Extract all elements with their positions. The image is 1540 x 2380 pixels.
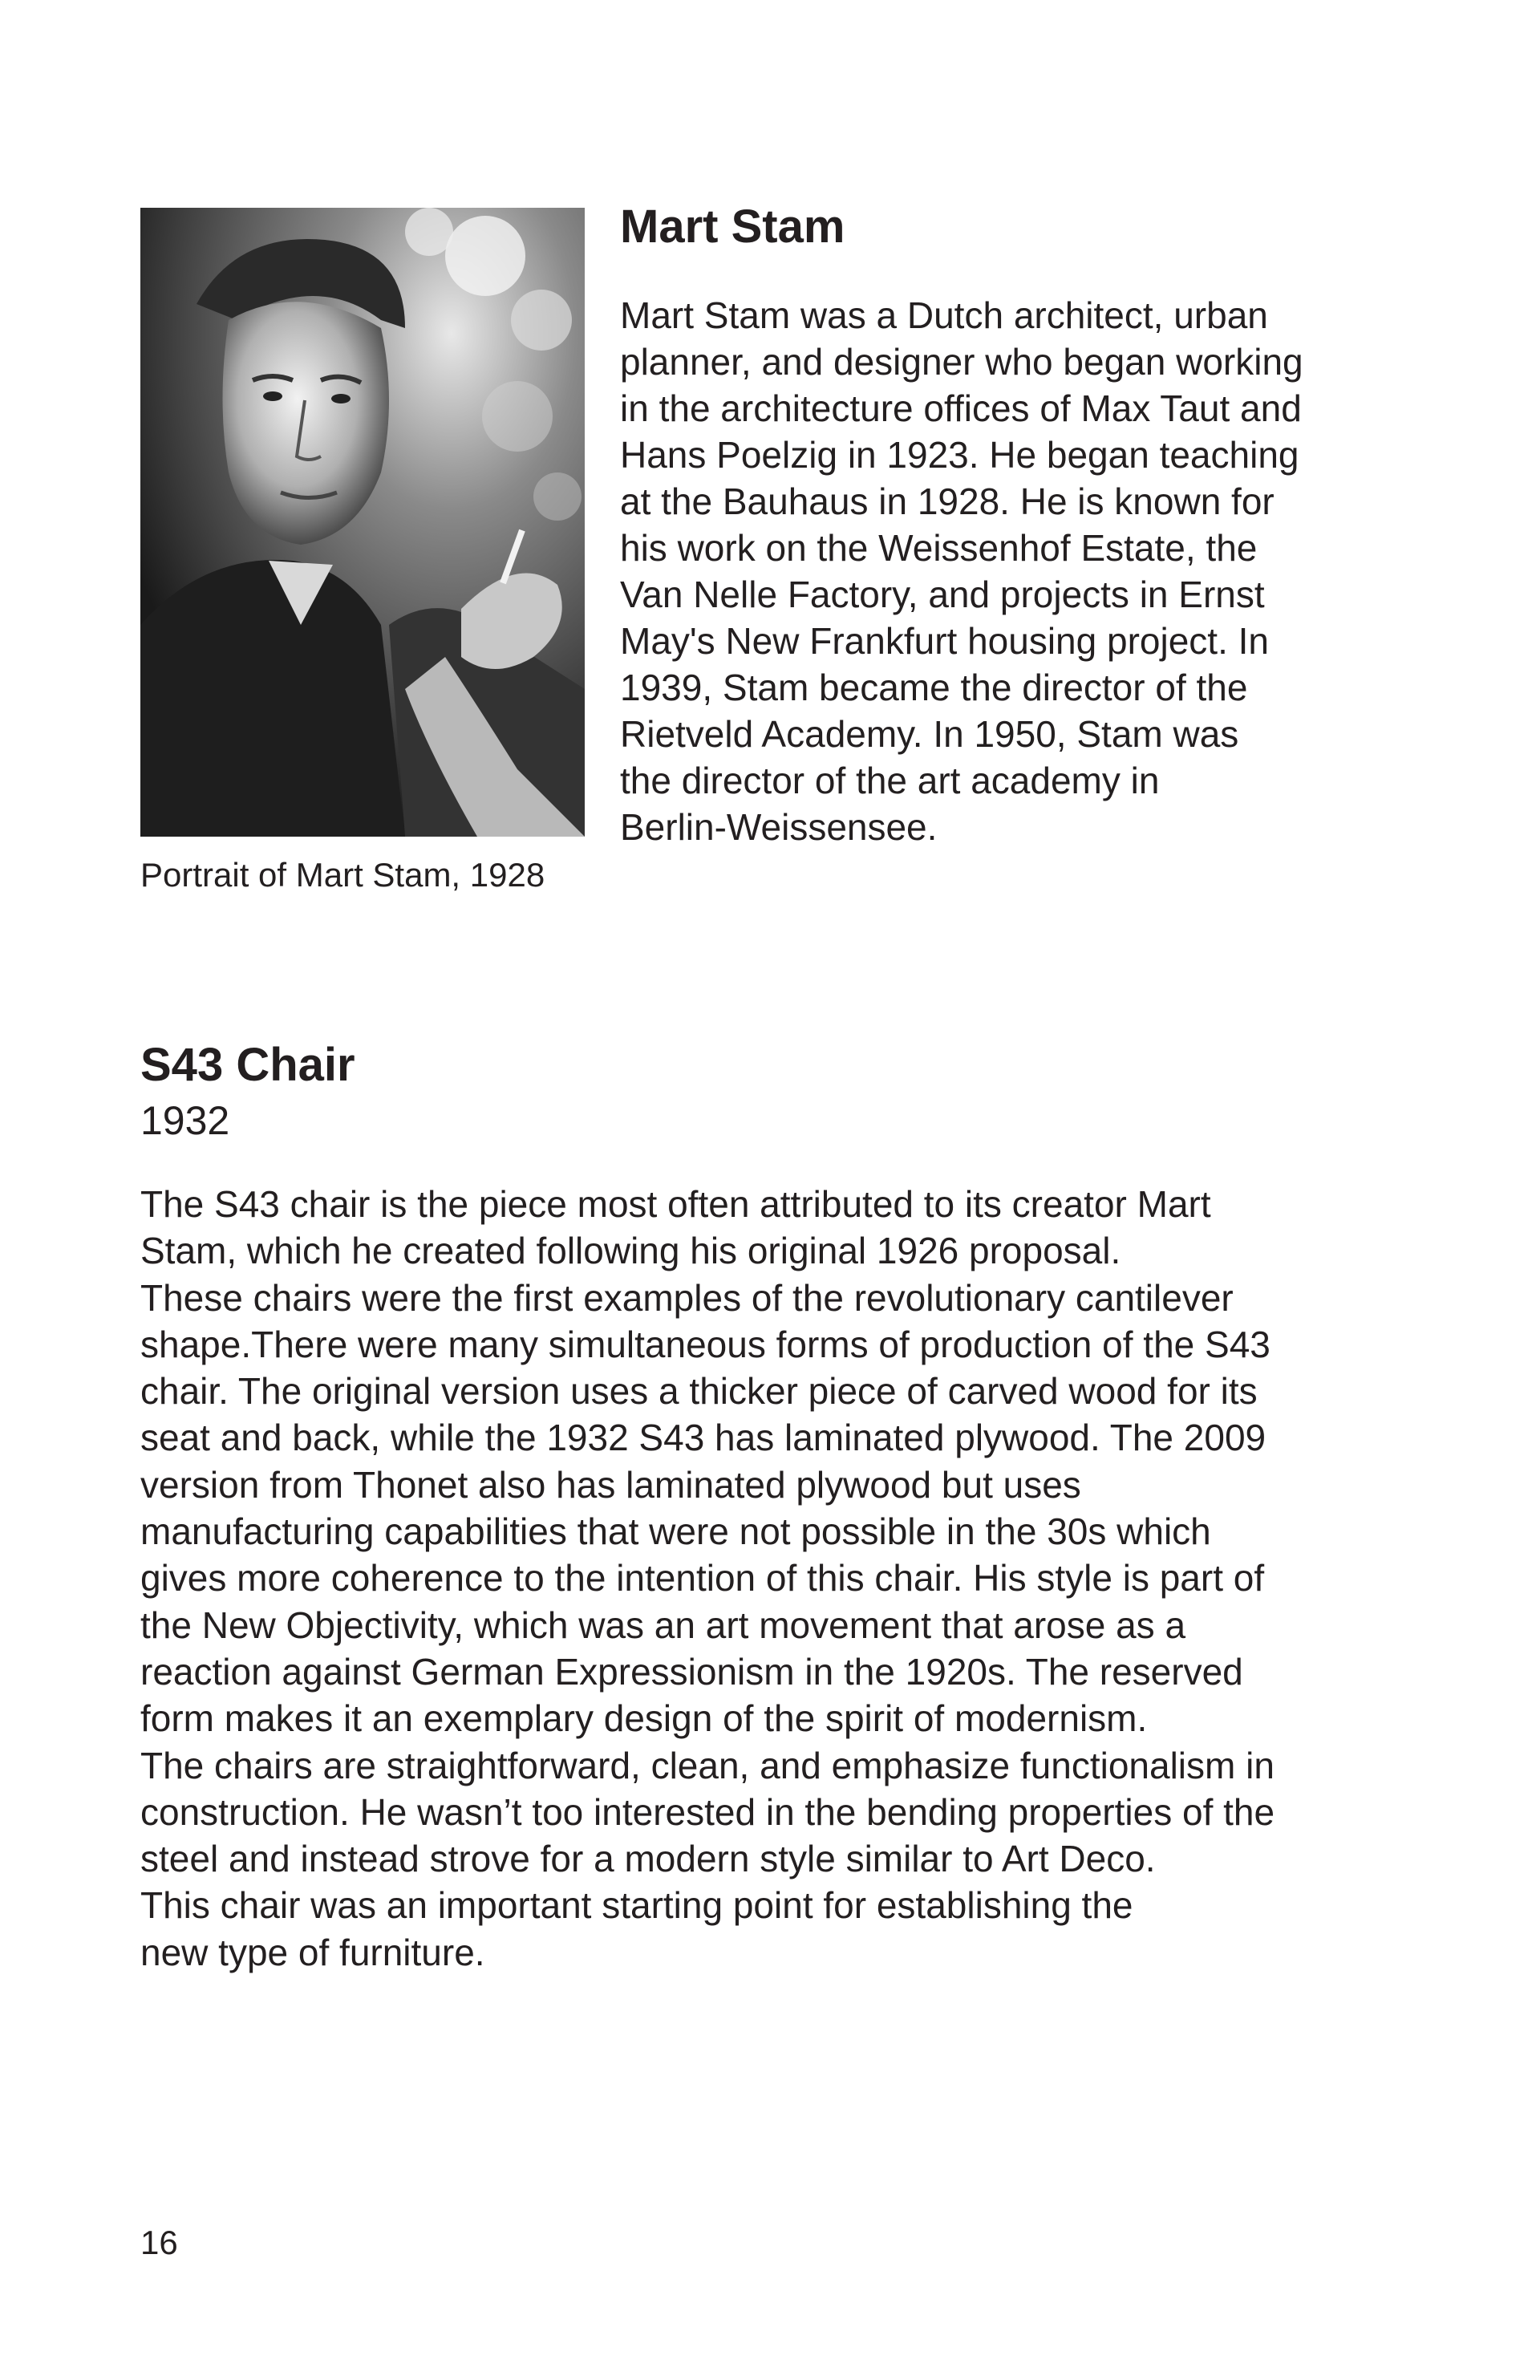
chair-description-line: chair. The original version uses a thicker piece of carved wood for its (140, 1370, 1258, 1413)
biography-line: Rietveld Academy. In 1950, Stam was (620, 713, 1239, 755)
chair-description (140, 1181, 1440, 1976)
biography-line: 1939, Stam became the director of the (620, 667, 1248, 708)
chair-description-line: gives more coherence to the intention of this chair. His style is part of (140, 1557, 1265, 1600)
chair-description-line: The chairs are straightforward, clean, and emphasize functionalism in (140, 1744, 1275, 1786)
chair-year: 1932 (140, 1098, 230, 1143)
biography-line: May's New Frankfurt housing project. In (620, 620, 1269, 662)
biography-line: Van Nelle Factory, and projects in Ernst (620, 574, 1265, 615)
page-number: 16 (140, 2224, 178, 2261)
chair-description-line: This chair was an important starting point for establishing the (140, 1884, 1133, 1927)
biography-text (620, 292, 1454, 850)
biography-line: his work on the Weissenhof Estate, the (620, 527, 1258, 569)
biography-line: in the architecture offices of Max Taut and (620, 387, 1302, 429)
chair-title: S43 Chair (140, 1039, 355, 1091)
chair-description-line: manufacturing capabilities that were not possible in the 30s which (140, 1510, 1211, 1553)
chair-description-line: steel and instead strove for a modern style similar to Art Deco. (140, 1838, 1156, 1880)
chair-description-line: These chairs were the first examples of the revolutionary cantilever (140, 1276, 1234, 1319)
chair-description-line: seat and back, while the 1932 S43 has laminated plywood. The 2009 (140, 1417, 1266, 1459)
photo-caption: Portrait of Mart Stam, 1928 (140, 856, 545, 894)
portrait-illustration (140, 208, 585, 837)
chair-description-line: shape.There were many simultaneous forms of production of the S43 (140, 1323, 1270, 1365)
chair-description-line: the New Objectivity, which was an art movement that arose as a (140, 1604, 1186, 1646)
chair-description-line: Stam, which he created following his original 1926 proposal. (140, 1230, 1121, 1272)
chair-description-line: construction. He wasn’t too interested in the bending properties of the (140, 1790, 1275, 1833)
biography-title: Mart Stam (620, 201, 845, 253)
biography-line: Mart Stam was a Dutch architect, urban (620, 294, 1268, 336)
biography-line: at the Bauhaus in 1928. He is known for (620, 480, 1275, 522)
chair-description-line: form makes it an exemplary design of the spirit of modernism. (140, 1697, 1148, 1740)
biography-line: Berlin-Weissensee. (620, 806, 938, 848)
biography-line: planner, and designer who began working (620, 341, 1303, 383)
chair-description-line: new type of furniture. (140, 1931, 485, 1973)
chair-description-line: The S43 chair is the piece most often attributed to its creator Mart (140, 1183, 1211, 1225)
chair-description-line: version from Thonet also has laminated plywood but uses (140, 1463, 1081, 1506)
portrait-photo (140, 208, 585, 837)
biography-line: Hans Poelzig in 1923. He began teaching (620, 434, 1299, 476)
chair-description-line: reaction against German Expressionism in the 1920s. The reserved (140, 1650, 1243, 1693)
biography-line: the director of the art academy in (620, 760, 1160, 801)
